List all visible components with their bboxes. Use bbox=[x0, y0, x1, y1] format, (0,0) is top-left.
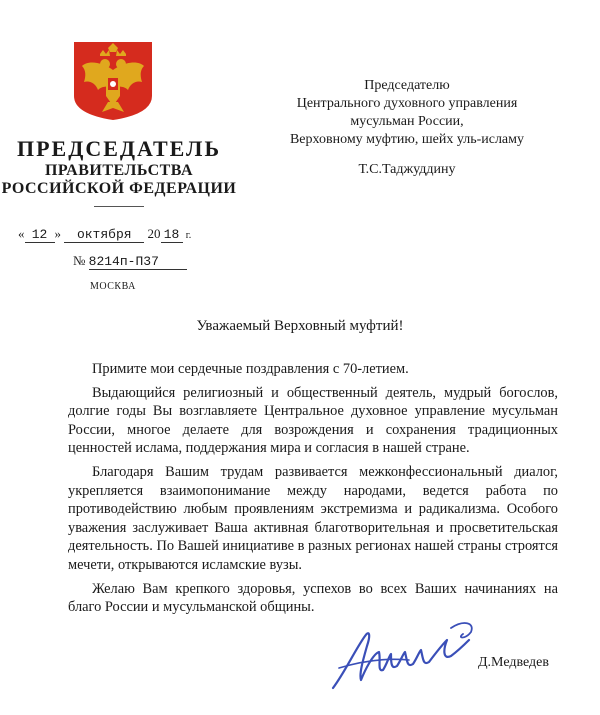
number-sign: № bbox=[73, 253, 86, 268]
addressee-block bbox=[282, 77, 532, 179]
document-date bbox=[18, 226, 228, 243]
date-year-prefix: 20 bbox=[147, 226, 161, 241]
letterhead-subtitle-line1: ПРАВИТЕЛЬСТВА bbox=[44, 162, 194, 179]
letterhead-divider bbox=[94, 206, 144, 207]
body-paragraph: Примите мои сердечные поздравления с 70-летием. bbox=[92, 361, 409, 377]
addressee-line1: Председателю bbox=[364, 78, 450, 93]
body-paragraph: Благодаря Вашим трудам развивается межконфессиональный диалог, укрепляется взаимопонимание между народами, ведется работа по противодействию любым проявлениям экстремизма и радикализма. Особого уважения заслуживает Ваша активная благотворительная и просветительская деятельность. По Вашей инициативе в разных регионах нашей страны строятся мечети, открываются исламские вузы. bbox=[68, 463, 558, 573]
addressee-line4: Верховному муфтию, шейх уль-исламу bbox=[289, 132, 525, 147]
body-paragraph: Выдающийся религиозный и общественный деятель, мудрый богослов, долгие годы Вы возглавляете Центральное духовное управление мусульман России, многое делаете для возрождения и сохранения традиционных ценностей ислама, поддержания мира и согласия в нашей стране. bbox=[68, 384, 558, 457]
addressee-line2: Центрального духовного управления bbox=[296, 96, 518, 111]
signer-name: Д.Медведев bbox=[478, 655, 549, 670]
date-open-quote: « bbox=[18, 226, 25, 241]
letterhead-title: ПРЕДСЕДАТЕЛЬ bbox=[16, 136, 221, 161]
body-paragraph: Желаю Вам крепкого здоровья, успехов во всех Ваших начинаниях на благо России и мусульманской общины. bbox=[68, 580, 558, 616]
document-number bbox=[73, 253, 187, 270]
addressee-name: Т.С.Таджуддину bbox=[358, 162, 456, 177]
russian-coat-of-arms-icon bbox=[72, 40, 154, 122]
greeting: Уважаемый Верховный муфтий! bbox=[196, 318, 404, 334]
addressee-line3: мусульман России, bbox=[350, 114, 464, 129]
city-label: МОСКВА bbox=[90, 281, 136, 292]
date-day: 12 bbox=[25, 227, 55, 243]
date-close-quote: » bbox=[54, 226, 61, 241]
date-year-suffix: 18 bbox=[161, 227, 183, 243]
reference-number: 8214п-П37 bbox=[89, 254, 187, 270]
date-month: октября bbox=[64, 227, 144, 243]
letterhead-subtitle-line2: РОССИЙСКОЙ ФЕДЕРАЦИИ bbox=[1, 180, 237, 197]
letter-body bbox=[68, 360, 558, 622]
date-year-abbrev: г. bbox=[185, 230, 192, 241]
